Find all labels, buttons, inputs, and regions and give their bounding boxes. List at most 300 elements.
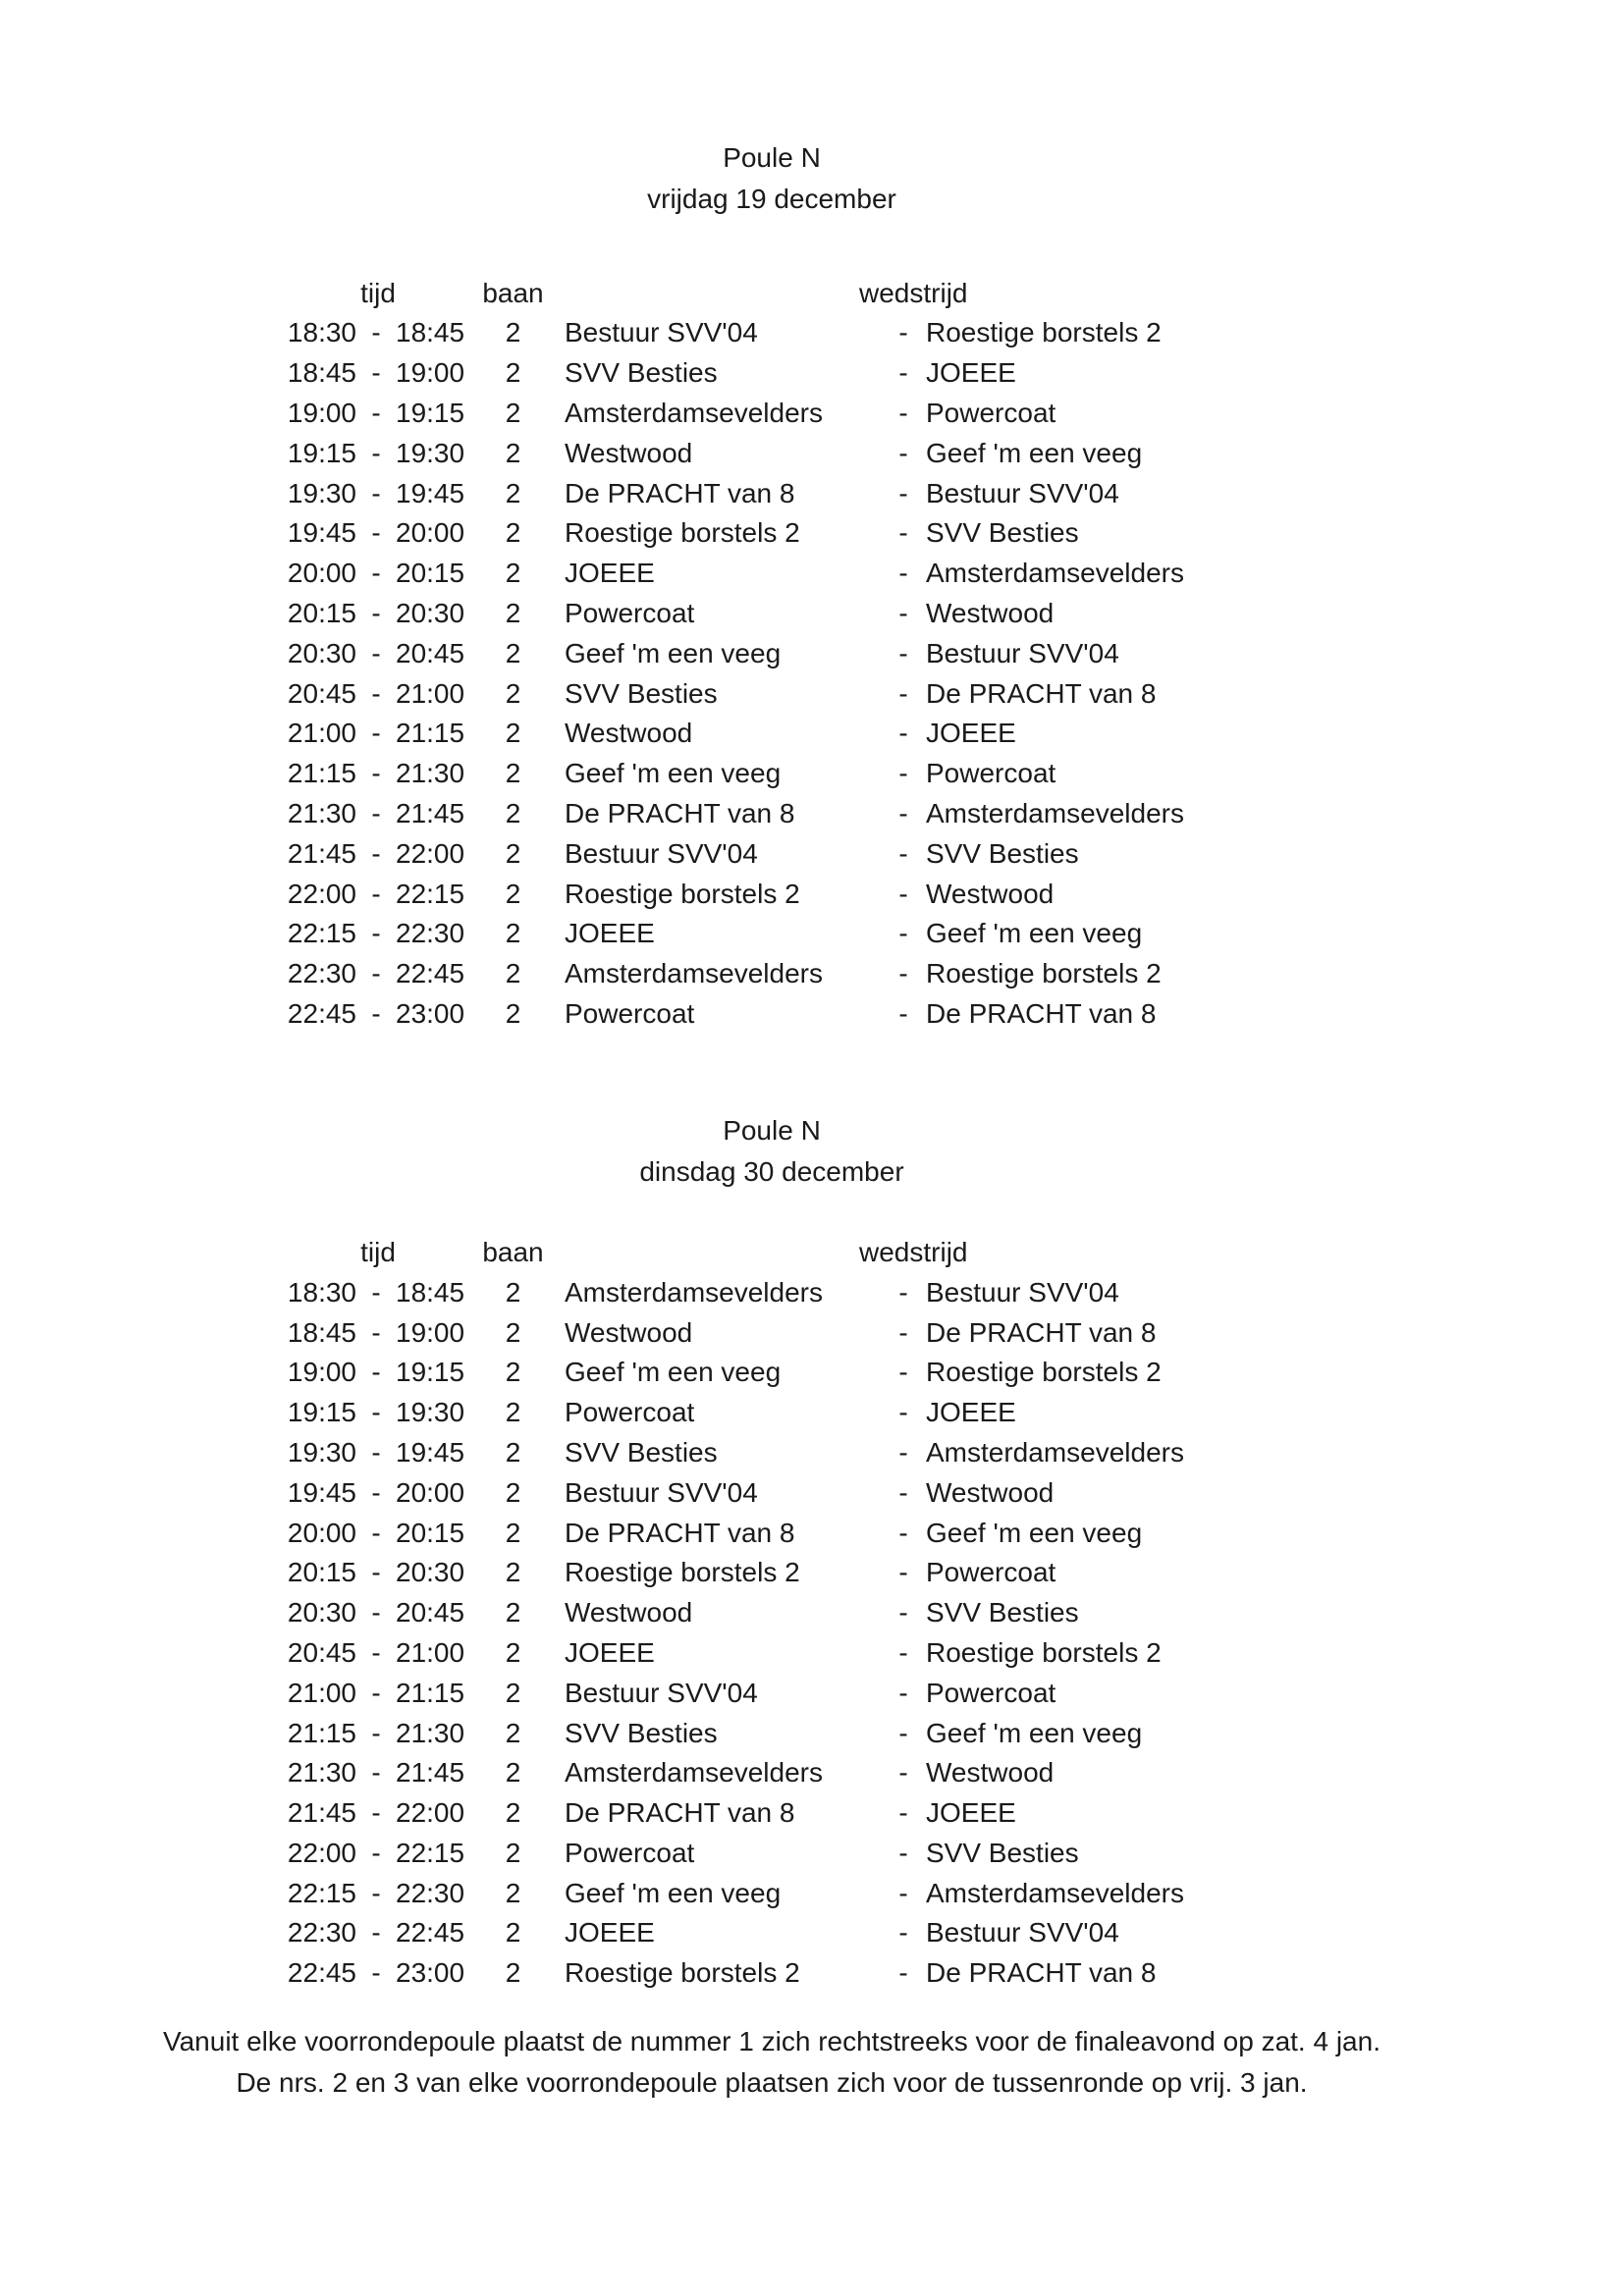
time-start: 19:00	[287, 1357, 356, 1388]
home-team: Westwood	[565, 1316, 693, 1348]
time-start: 20:45	[287, 677, 356, 709]
away-team: Geef 'm een veeg	[926, 1517, 1143, 1548]
schedule-rows	[157, 313, 1386, 1034]
time-separator: -	[371, 958, 381, 989]
home-team: Westwood	[565, 718, 693, 749]
match-separator: -	[898, 1316, 908, 1348]
col-header-tijd: tijd	[360, 1236, 396, 1267]
match-row	[157, 1873, 1386, 1913]
away-team: Amsterdamsevelders	[926, 1436, 1184, 1468]
time-separator: -	[371, 558, 381, 589]
away-team: De PRACHT van 8	[926, 1316, 1157, 1348]
schedule-section-2	[157, 1110, 1386, 1993]
match-row	[157, 874, 1386, 914]
away-team: Roestige borstels 2	[926, 317, 1162, 348]
match-separator: -	[898, 878, 908, 909]
time-end: 21:45	[396, 797, 465, 828]
lane-number: 2	[505, 1797, 521, 1829]
time-end: 22:15	[396, 1837, 465, 1868]
match-row	[157, 1673, 1386, 1713]
time-end: 21:45	[396, 1757, 465, 1789]
time-start: 20:30	[287, 637, 356, 668]
away-team: SVV Besties	[926, 517, 1079, 549]
home-team: De PRACHT van 8	[565, 1797, 795, 1829]
match-row	[157, 1793, 1386, 1834]
time-start: 21:45	[287, 1797, 356, 1829]
time-start: 22:45	[287, 1957, 356, 1989]
lane-number: 2	[505, 1837, 521, 1868]
time-end: 22:45	[396, 1917, 465, 1949]
match-row	[157, 833, 1386, 874]
time-end: 22:30	[396, 918, 465, 949]
time-start: 18:45	[287, 357, 356, 389]
time-start: 22:15	[287, 918, 356, 949]
time-separator: -	[371, 397, 381, 428]
time-separator: -	[371, 1557, 381, 1588]
time-separator: -	[371, 1877, 381, 1908]
time-end: 20:45	[396, 1597, 465, 1629]
match-separator: -	[898, 1877, 908, 1908]
away-team: Amsterdamsevelders	[926, 558, 1184, 589]
match-separator: -	[898, 558, 908, 589]
match-separator: -	[898, 677, 908, 709]
away-team: Powercoat	[926, 1557, 1056, 1588]
match-row	[157, 1593, 1386, 1633]
match-row	[157, 1713, 1386, 1753]
poule-title: Poule N	[723, 1115, 821, 1147]
poule-date: dinsdag 30 december	[639, 1156, 904, 1188]
away-team: De PRACHT van 8	[926, 997, 1157, 1029]
match-row	[157, 433, 1386, 473]
time-end: 20:00	[396, 1476, 465, 1508]
match-row	[157, 1753, 1386, 1793]
lane-number: 2	[505, 918, 521, 949]
away-team: Westwood	[926, 597, 1055, 628]
away-team: SVV Besties	[926, 837, 1079, 869]
time-separator: -	[371, 1597, 381, 1629]
match-row	[157, 714, 1386, 754]
home-team: Westwood	[565, 1597, 693, 1629]
lane-number: 2	[505, 357, 521, 389]
match-row	[157, 513, 1386, 554]
time-end: 19:15	[396, 1357, 465, 1388]
time-separator: -	[371, 718, 381, 749]
time-separator: -	[371, 357, 381, 389]
lane-number: 2	[505, 1397, 521, 1428]
home-team: De PRACHT van 8	[565, 477, 795, 508]
home-team: Roestige borstels 2	[565, 1957, 800, 1989]
time-end: 22:30	[396, 1877, 465, 1908]
match-row	[157, 313, 1386, 353]
col-header-tijd: tijd	[360, 277, 396, 308]
time-separator: -	[371, 1917, 381, 1949]
away-team: Powercoat	[926, 1677, 1056, 1708]
time-start: 19:45	[287, 517, 356, 549]
time-separator: -	[371, 1476, 381, 1508]
home-team: Amsterdamsevelders	[565, 958, 823, 989]
home-team: JOEEE	[565, 918, 655, 949]
time-start: 21:00	[287, 718, 356, 749]
lane-number: 2	[505, 558, 521, 589]
home-team: Geef 'm een veeg	[565, 1877, 782, 1908]
lane-number: 2	[505, 1517, 521, 1548]
match-row	[157, 353, 1386, 394]
away-team: SVV Besties	[926, 1837, 1079, 1868]
time-start: 21:30	[287, 797, 356, 828]
match-row	[157, 1953, 1386, 1994]
match-separator: -	[898, 397, 908, 428]
time-start: 22:00	[287, 878, 356, 909]
lane-number: 2	[505, 1677, 521, 1708]
time-end: 19:45	[396, 477, 465, 508]
away-team: De PRACHT van 8	[926, 677, 1157, 709]
away-team: Westwood	[926, 1476, 1055, 1508]
lane-number: 2	[505, 1877, 521, 1908]
time-end: 22:00	[396, 837, 465, 869]
time-start: 18:30	[287, 317, 356, 348]
time-separator: -	[371, 517, 381, 549]
match-row	[157, 1272, 1386, 1312]
col-header-wedstrijd: wedstrijd	[859, 277, 968, 308]
home-team: Roestige borstels 2	[565, 517, 800, 549]
home-team: SVV Besties	[565, 1717, 718, 1748]
home-team: Amsterdamsevelders	[565, 397, 823, 428]
lane-number: 2	[505, 1357, 521, 1388]
home-team: Powercoat	[565, 1837, 695, 1868]
time-start: 19:15	[287, 1397, 356, 1428]
away-team: Bestuur SVV'04	[926, 1917, 1119, 1949]
time-separator: -	[371, 477, 381, 508]
home-team: Powercoat	[565, 997, 695, 1029]
time-end: 19:30	[396, 1397, 465, 1428]
match-separator: -	[898, 1557, 908, 1588]
lane-number: 2	[505, 1597, 521, 1629]
match-row	[157, 1553, 1386, 1593]
time-separator: -	[371, 1276, 381, 1308]
home-team: Amsterdamsevelders	[565, 1276, 823, 1308]
time-start: 21:15	[287, 1717, 356, 1748]
home-team: Bestuur SVV'04	[565, 837, 758, 869]
lane-number: 2	[505, 397, 521, 428]
match-separator: -	[898, 997, 908, 1029]
time-start: 21:00	[287, 1677, 356, 1708]
time-separator: -	[371, 1957, 381, 1989]
time-start: 21:45	[287, 837, 356, 869]
time-separator: -	[371, 918, 381, 949]
lane-number: 2	[505, 1436, 521, 1468]
match-separator: -	[898, 437, 908, 468]
lane-number: 2	[505, 878, 521, 909]
time-start: 19:45	[287, 1476, 356, 1508]
home-team: JOEEE	[565, 1917, 655, 1949]
poule-title: Poule N	[723, 142, 821, 173]
match-separator: -	[898, 1957, 908, 1989]
lane-number: 2	[505, 797, 521, 828]
schedule-header	[157, 273, 1386, 313]
home-team: Amsterdamsevelders	[565, 1757, 823, 1789]
away-team: Bestuur SVV'04	[926, 1276, 1119, 1308]
match-separator: -	[898, 918, 908, 949]
home-team: Geef 'm een veeg	[565, 1357, 782, 1388]
home-team: SVV Besties	[565, 677, 718, 709]
match-separator: -	[898, 1517, 908, 1548]
match-row	[157, 473, 1386, 513]
time-end: 20:30	[396, 1557, 465, 1588]
time-separator: -	[371, 677, 381, 709]
time-start: 19:30	[287, 1436, 356, 1468]
time-start: 22:30	[287, 1917, 356, 1949]
time-separator: -	[371, 1397, 381, 1428]
home-team: Powercoat	[565, 597, 695, 628]
away-team: De PRACHT van 8	[926, 1957, 1157, 1989]
time-separator: -	[371, 1357, 381, 1388]
match-row	[157, 994, 1386, 1035]
time-end: 21:15	[396, 718, 465, 749]
time-start: 20:00	[287, 558, 356, 589]
match-separator: -	[898, 1397, 908, 1428]
match-separator: -	[898, 1917, 908, 1949]
match-separator: -	[898, 357, 908, 389]
time-separator: -	[371, 637, 381, 668]
time-start: 22:45	[287, 997, 356, 1029]
match-separator: -	[898, 1757, 908, 1789]
match-separator: -	[898, 1636, 908, 1668]
away-team: Roestige borstels 2	[926, 1357, 1162, 1388]
away-team: Powercoat	[926, 758, 1056, 789]
home-team: JOEEE	[565, 558, 655, 589]
footer-note-line-1: Vanuit elke voorrondepoule plaatst de nummer 1 zich rechtstreeks voor de finaleavond op zat. 4 jan.	[163, 2025, 1380, 2056]
home-team: Bestuur SVV'04	[565, 1677, 758, 1708]
time-separator: -	[371, 1316, 381, 1348]
lane-number: 2	[505, 997, 521, 1029]
lane-number: 2	[505, 958, 521, 989]
away-team: JOEEE	[926, 718, 1016, 749]
match-separator: -	[898, 1276, 908, 1308]
time-start: 20:30	[287, 1597, 356, 1629]
lane-number: 2	[505, 1757, 521, 1789]
time-separator: -	[371, 317, 381, 348]
time-separator: -	[371, 1837, 381, 1868]
time-start: 20:15	[287, 1557, 356, 1588]
home-team: Geef 'm een veeg	[565, 758, 782, 789]
match-row	[157, 914, 1386, 954]
away-team: SVV Besties	[926, 1597, 1079, 1629]
match-row	[157, 754, 1386, 794]
match-separator: -	[898, 1717, 908, 1748]
match-separator: -	[898, 1797, 908, 1829]
away-team: JOEEE	[926, 1797, 1016, 1829]
page-content	[157, 0, 1386, 2104]
time-separator: -	[371, 1517, 381, 1548]
poule-date: vrijdag 19 december	[647, 184, 896, 214]
time-start: 20:45	[287, 1636, 356, 1668]
match-separator: -	[898, 1837, 908, 1868]
match-separator: -	[898, 1677, 908, 1708]
match-separator: -	[898, 1357, 908, 1388]
match-separator: -	[898, 1436, 908, 1468]
col-header-baan: baan	[482, 277, 544, 308]
time-start: 20:00	[287, 1517, 356, 1548]
time-end: 18:45	[396, 317, 465, 348]
lane-number: 2	[505, 1917, 521, 1949]
lane-number: 2	[505, 1557, 521, 1588]
away-team: Roestige borstels 2	[926, 958, 1162, 989]
match-separator: -	[898, 317, 908, 348]
match-separator: -	[898, 718, 908, 749]
time-end: 18:45	[396, 1276, 465, 1308]
time-end: 21:00	[396, 677, 465, 709]
away-team: Bestuur SVV'04	[926, 477, 1119, 508]
match-row	[157, 1312, 1386, 1353]
match-separator: -	[898, 758, 908, 789]
time-separator: -	[371, 437, 381, 468]
match-row	[157, 633, 1386, 673]
lane-number: 2	[505, 437, 521, 468]
time-start: 19:30	[287, 477, 356, 508]
away-team: Powercoat	[926, 397, 1056, 428]
time-start: 19:15	[287, 437, 356, 468]
footer-note-line-2: De nrs. 2 en 3 van elke voorrondepoule plaatsen zich voor de tussenronde op vrij. 3 jan.	[236, 2066, 1308, 2098]
time-start: 22:00	[287, 1837, 356, 1868]
match-row	[157, 1353, 1386, 1393]
time-start: 18:45	[287, 1316, 356, 1348]
col-header-wedstrijd: wedstrijd	[859, 1236, 968, 1267]
home-team: Powercoat	[565, 1397, 695, 1428]
lane-number: 2	[505, 1717, 521, 1748]
match-row	[157, 954, 1386, 994]
time-start: 19:00	[287, 397, 356, 428]
time-end: 20:15	[396, 1517, 465, 1548]
time-end: 21:00	[396, 1636, 465, 1668]
time-start: 18:30	[287, 1276, 356, 1308]
time-end: 20:45	[396, 637, 465, 668]
home-team: Roestige borstels 2	[565, 878, 800, 909]
lane-number: 2	[505, 1316, 521, 1348]
time-end: 21:30	[396, 1717, 465, 1748]
time-separator: -	[371, 1797, 381, 1829]
home-team: Westwood	[565, 437, 693, 468]
time-separator: -	[371, 1636, 381, 1668]
footer-note	[157, 2021, 1386, 2104]
col-header-baan: baan	[482, 1236, 544, 1267]
lane-number: 2	[505, 758, 521, 789]
lane-number: 2	[505, 637, 521, 668]
schedule-rows	[157, 1272, 1386, 1993]
lane-number: 2	[505, 1276, 521, 1308]
time-end: 19:00	[396, 1316, 465, 1348]
time-end: 23:00	[396, 997, 465, 1029]
match-row	[157, 1433, 1386, 1473]
time-end: 22:45	[396, 958, 465, 989]
match-row	[157, 794, 1386, 834]
match-row	[157, 1472, 1386, 1513]
lane-number: 2	[505, 477, 521, 508]
home-team: De PRACHT van 8	[565, 797, 795, 828]
time-separator: -	[371, 878, 381, 909]
time-separator: -	[371, 1436, 381, 1468]
time-end: 21:15	[396, 1677, 465, 1708]
match-row	[157, 673, 1386, 714]
away-team: Geef 'm een veeg	[926, 437, 1143, 468]
schedule-section-1	[157, 137, 1386, 1034]
time-start: 21:30	[287, 1757, 356, 1789]
lane-number: 2	[505, 317, 521, 348]
away-team: Westwood	[926, 878, 1055, 909]
match-row	[157, 1393, 1386, 1433]
time-end: 21:30	[396, 758, 465, 789]
time-separator: -	[371, 997, 381, 1029]
lane-number: 2	[505, 597, 521, 628]
match-row	[157, 1633, 1386, 1674]
time-separator: -	[371, 1717, 381, 1748]
away-team: JOEEE	[926, 357, 1016, 389]
time-end: 19:45	[396, 1436, 465, 1468]
away-team: Geef 'm een veeg	[926, 1717, 1143, 1748]
away-team: Bestuur SVV'04	[926, 637, 1119, 668]
home-team: SVV Besties	[565, 357, 718, 389]
time-separator: -	[371, 797, 381, 828]
match-separator: -	[898, 1476, 908, 1508]
home-team: SVV Besties	[565, 1436, 718, 1468]
home-team: Geef 'm een veeg	[565, 637, 782, 668]
away-team: Amsterdamsevelders	[926, 797, 1184, 828]
time-separator: -	[371, 597, 381, 628]
lane-number: 2	[505, 1476, 521, 1508]
home-team: JOEEE	[565, 1636, 655, 1668]
time-end: 19:15	[396, 397, 465, 428]
home-team: Bestuur SVV'04	[565, 317, 758, 348]
lane-number: 2	[505, 837, 521, 869]
schedule-header	[157, 1232, 1386, 1272]
match-separator: -	[898, 517, 908, 549]
time-start: 22:30	[287, 958, 356, 989]
time-end: 23:00	[396, 1957, 465, 1989]
time-end: 22:15	[396, 878, 465, 909]
lane-number: 2	[505, 1636, 521, 1668]
time-separator: -	[371, 1757, 381, 1789]
away-team: Westwood	[926, 1757, 1055, 1789]
away-team: Geef 'm een veeg	[926, 918, 1143, 949]
time-end: 20:00	[396, 517, 465, 549]
match-row	[157, 594, 1386, 634]
time-separator: -	[371, 758, 381, 789]
lane-number: 2	[505, 718, 521, 749]
match-row	[157, 1913, 1386, 1953]
time-end: 20:30	[396, 597, 465, 628]
match-row	[157, 1834, 1386, 1874]
match-separator: -	[898, 958, 908, 989]
time-end: 20:15	[396, 558, 465, 589]
time-end: 19:00	[396, 357, 465, 389]
home-team: Bestuur SVV'04	[565, 1476, 758, 1508]
match-row	[157, 394, 1386, 434]
time-separator: -	[371, 837, 381, 869]
away-team: Amsterdamsevelders	[926, 1877, 1184, 1908]
time-start: 20:15	[287, 597, 356, 628]
match-row	[157, 1513, 1386, 1553]
match-separator: -	[898, 637, 908, 668]
time-start: 21:15	[287, 758, 356, 789]
match-separator: -	[898, 797, 908, 828]
away-team: Roestige borstels 2	[926, 1636, 1162, 1668]
match-separator: -	[898, 837, 908, 869]
home-team: De PRACHT van 8	[565, 1517, 795, 1548]
time-start: 22:15	[287, 1877, 356, 1908]
lane-number: 2	[505, 1957, 521, 1989]
match-separator: -	[898, 597, 908, 628]
lane-number: 2	[505, 677, 521, 709]
time-separator: -	[371, 1677, 381, 1708]
